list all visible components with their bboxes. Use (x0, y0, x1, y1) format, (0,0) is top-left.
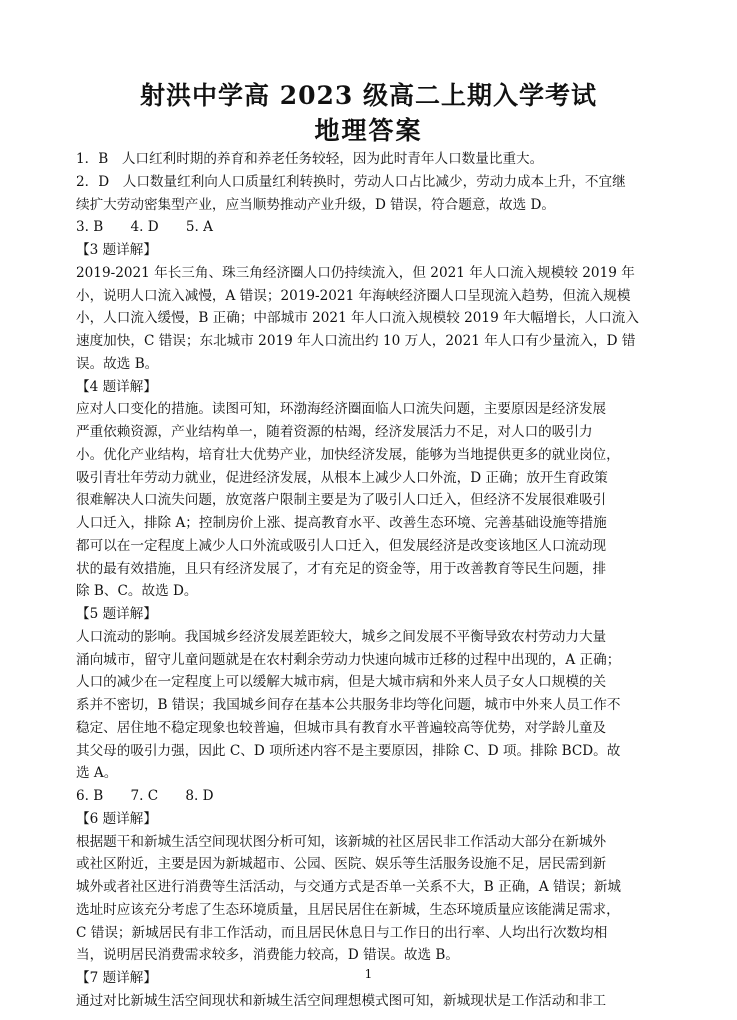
document-subtitle: 地理答案 (314, 116, 423, 145)
text-line: 误。故选 B。 (76, 355, 159, 372)
text-line: 城外或者社区进行消费等生活活动，与交通方式是否单一关系不大，B 正确，A 错误；新城 (76, 879, 622, 895)
text-line: 应对人口变化的措施。读图可知，环渤海经济圈面临人口流失问题，主要原因是经济发展 (76, 401, 607, 418)
answer-key-line: 3. B 4. D 5. A (76, 219, 213, 236)
text-line: 速度加快，C 错误；东北城市 2019 年人口流出约 10 万人，2021 年人口有少量流入，D 错 (76, 333, 636, 349)
text-line: 人口的减少在一定程度上可以缓解大城市病，但是大城市病和外来人员子女人口规模的关 (76, 674, 607, 691)
text-line: 选 A。 (76, 765, 118, 782)
text-line: 或社区附近，主要是因为新城超市、公园、医院、娱乐等生活服务设施不足，居民需到新 (76, 856, 607, 873)
text-line: 1．B 人口红利时期的养育和养老任务较轻，因为此时青年人口数量比重大。 (76, 151, 544, 167)
text-line: 很难解决人口流失问题，放宽落户限制主要是为了吸引人口迁入，但经济不发展很难吸引 (76, 492, 607, 509)
text-line: 选址时应该充分考虑了生态环境质量，且居民居住在新城，生态环境质量应该能满足需求， (76, 901, 620, 918)
text-line: 小。优化产业结构，培育壮大优势产业，加快经济发展，能够为当地提供更多的就业岗位， (76, 446, 620, 463)
text-line: 小，人口流入缓慢，B 正确；中部城市 2021 年人口流入规模较 2019 年大幅增长，人口流入 (76, 310, 639, 327)
section-heading: 【5 题详解】 (76, 606, 157, 622)
text-line: 系并不密切，B 错误；我国城乡间存在基本公共服务非均等化问题，城市中外来人员工作不 (76, 697, 621, 713)
text-line: 当，说明居民消费需求较多，消费能力较高，D 错误。故选 B。 (76, 947, 459, 964)
text-line: 状的最有效措施，且只有经济发展了，才有充足的资金等，用于改善教育等民生问题，排 (76, 560, 607, 577)
answer-key-line: 6. B 7. C 8. D (76, 788, 214, 804)
text-line: 涌向城市，留守儿童问题就是在农村剩余劳动力快速向城市迁移的过程中出现的，A 正确； (76, 651, 621, 668)
section-heading: 【7 题详解】 (76, 970, 157, 986)
text-line: 根据题干和新城生活空间现状图分析可知，该新城的社区居民非工作活动大部分在新城外 (76, 833, 607, 850)
section-heading: 【6 题详解】 (76, 810, 157, 827)
text-line: 小，说明人口流入减慢，A 错误；2019-2021 年海峡经济圈人口呈现流入趋势，但流入规模 (76, 287, 631, 304)
text-line: 其父母的吸引力强，因此 C、D 项所述内容不是主要原因，排除 C、D 项。排除 BCD。故 (76, 742, 621, 759)
text-line: 都可以在一定程度上减少人口外流或吸引人口迁入，但发展经济是改变该地区人口流动现 (76, 537, 607, 554)
page-number: 1 (364, 967, 373, 981)
text-line: 2．D 人口数量红利向人口质量红利转换时，劳动人口占比减少，劳动力成本上升，不宜继 (76, 173, 626, 190)
text-line: 人口流动的影响。我国城乡经济发展差距较大，城乡之间发展不平衡导致农村劳动力大量 (76, 628, 607, 645)
text-line: 通过对比新城生活空间现状和新城生活空间理想模式图可知，新城现状是工作活动和非工 (76, 992, 607, 1009)
section-heading: 【3 题详解】 (76, 242, 157, 258)
text-line: 严重依赖资源，产业结构单一，随着资源的枯竭，经济发展活力不足，对人口的吸引力 (76, 424, 593, 440)
document-title: 射洪中学高 2023 级高二上期入学考试 (140, 81, 597, 110)
answer-body (76, 148, 700, 1013)
text-line: 吸引青壮年劳动力就业，促进经济发展，从根本上减少人口外流，D 正确；放开生育政策 (76, 469, 608, 486)
text-line: 人口迁入，排除 A；控制房价上涨、提高教育水平、改善生态环境、完善基础设施等措施 (76, 515, 607, 531)
text-line: 续扩大劳动密集型产业，应当顺势推动产业升级，D 错误，符合题意，故选 D。 (76, 196, 556, 213)
text-line: 稳定、居住地不稳定现象也较普遍，但城市具有教育水平普遍较高等优势，对学龄儿童及 (76, 719, 607, 736)
text-line: 除 B、C。故选 D。 (76, 583, 198, 600)
text-line: 2019-2021 年长三角、珠三角经济圈人口仍持续流入，但 2021 年人口流入规模较 2019 年 (76, 264, 635, 281)
section-heading: 【4 题详解】 (76, 378, 157, 395)
text-line: C 错误；新城居民有非工作活动，而且居民休息日与工作日的出行率、人均出行次数均相 (76, 924, 608, 941)
